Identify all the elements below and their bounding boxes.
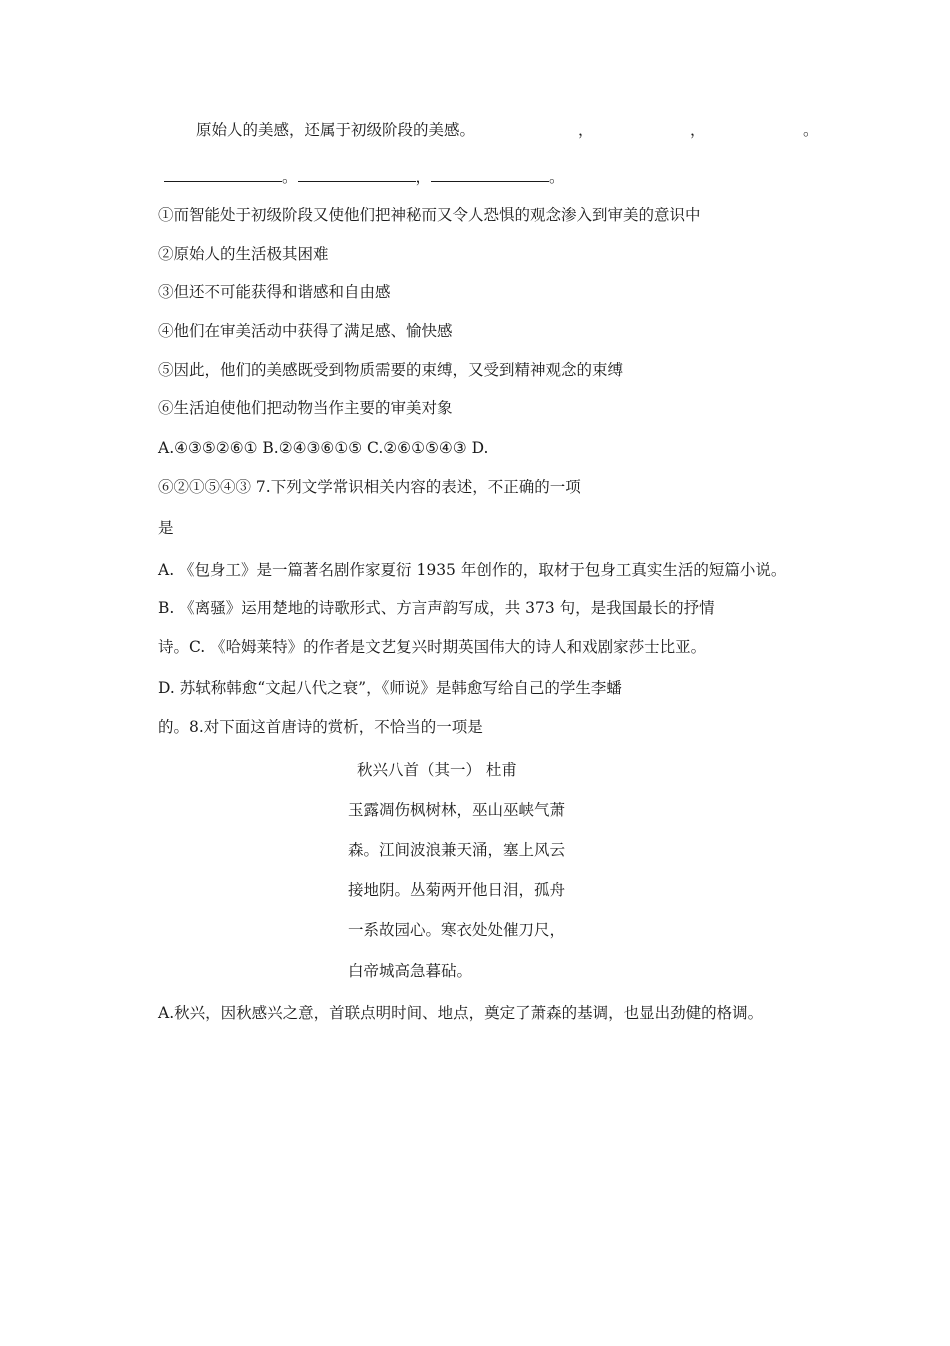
option-2: ②原始人的生活极其困难	[158, 245, 329, 263]
intro-sentence: 原始人的美感，还属于初级阶段的美感。	[196, 121, 476, 139]
answer-blank-2[interactable]	[298, 167, 416, 182]
poem-line-5: 白帝城高急暮砧。	[348, 962, 473, 980]
blank-sep-2: ，	[415, 168, 432, 186]
q6-choices-line-2: ⑥②①⑤④③ 7.下列文学常识相关内容的表述，不正确的一项	[158, 478, 581, 496]
answer-blank-1[interactable]	[164, 167, 282, 182]
blank-end: 。	[549, 168, 565, 186]
q7-option-b: B. 《离骚》运用楚地的诗歌形式、方言声韵写成，共 373 句，是我国最长的抒情	[158, 599, 715, 617]
intro-comma-1: ，	[578, 121, 594, 139]
option-3: ③但还不可能获得和谐感和自由感	[158, 283, 391, 301]
blank-sep-1: 。	[282, 168, 298, 186]
q7-option-a: A. 《包身工》是一篇著名剧作家夏衍 1935 年创作的，取材于包身工真实生活的短篇小说。	[158, 561, 787, 579]
option-6: ⑥生活迫使他们把动物当作主要的审美对象	[158, 399, 453, 417]
poem-line-2: 森。江间波浪兼天涌，塞上风云	[348, 841, 566, 859]
blank-answer-line	[164, 167, 565, 187]
poem-line-4: 一系故园心。寒衣处处催刀尺，	[348, 921, 566, 939]
poem-line-3: 接地阴。丛菊两开他日泪，孤舟	[348, 881, 566, 899]
q7-option-b-cont: 诗。C. 《哈姆莱特》的作者是文艺复兴时期英国伟大的诗人和戏剧家莎士比亚。	[158, 638, 707, 656]
q7-option-d: D. 苏轼称韩愈“文起八代之衰”，《师说》是韩愈写给自己的学生李蟠	[158, 679, 622, 697]
intro-comma-2: ，	[690, 121, 706, 139]
option-1: ①而智能处于初级阶段又使他们把神秘而又令人恐惧的观念渗入到审美的意识中	[158, 206, 701, 224]
poem-line-1: 玉露凋伤枫树林，巫山巫峡气萧	[348, 801, 566, 819]
q7-option-d-cont: 的。8.对下面这首唐诗的赏析，不恰当的一项是	[158, 718, 483, 736]
intro-period: 。	[803, 121, 819, 139]
option-4: ④他们在审美活动中获得了满足感、愉快感	[158, 322, 453, 340]
answer-blank-3[interactable]	[431, 167, 549, 182]
poem-title: 秋兴八首（其一） 杜甫	[357, 761, 517, 779]
q7-stem-end: 是	[158, 519, 174, 537]
q6-choices-line-1: A.④③⑤②⑥① B.②④③⑥①⑤ C.②⑥①⑤④③ D.	[158, 439, 489, 457]
option-5: ⑤因此，他们的美感既受到物质需要的束缚，又受到精神观念的束缚	[158, 361, 624, 379]
q8-option-a: A.秋兴，因秋感兴之意，首联点明时间、地点，奠定了萧森的基调，也显出劲健的格调。	[158, 1004, 764, 1022]
